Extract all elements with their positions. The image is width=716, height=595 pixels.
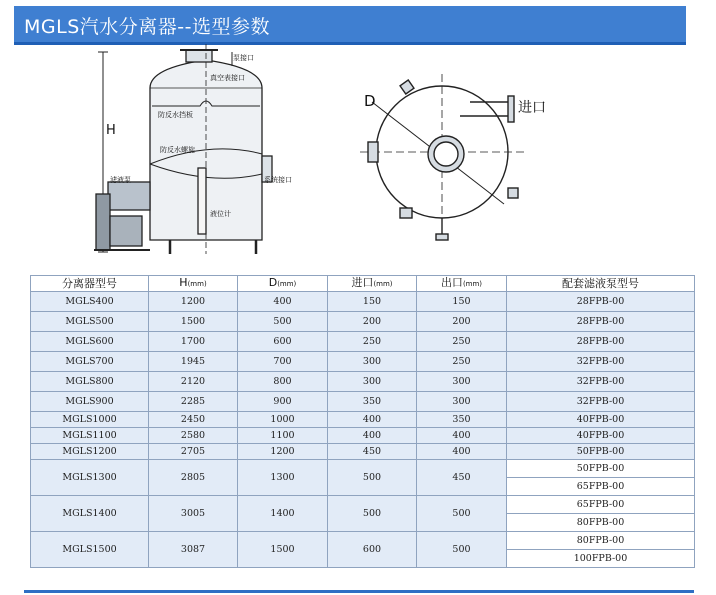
table-row [31,532,695,550]
cell-model: MGLS1300 [31,460,149,496]
header-pump: 配套滤液泵型号 [507,276,695,292]
cell-model: MGLS600 [31,332,149,352]
cell-outlet: 350 [417,412,507,428]
cell-d: 1400 [238,496,328,532]
cell-model: MGLS400 [31,292,149,312]
cell-h: 3005 [149,496,238,532]
cell-model: MGLS1400 [31,496,149,532]
cell-inlet: 600 [328,532,417,568]
cell-d: 1500 [238,532,328,568]
cell-d: 600 [238,332,328,352]
cell-d: 500 [238,312,328,332]
cell-pump: 50FPB-00 [507,460,695,478]
system-port-label: 系统接口 [264,176,292,184]
cell-pump: 65FPB-00 [507,478,695,496]
cell-d: 1100 [238,428,328,444]
cell-pump: 40FPB-00 [507,428,695,444]
table-header-row [31,276,695,292]
cell-h: 2580 [149,428,238,444]
cell-model: MGLS1500 [31,532,149,568]
cell-h: 2805 [149,460,238,496]
cell-d: 1300 [238,460,328,496]
top-view [360,74,524,240]
cell-model: MGLS700 [31,352,149,372]
cell-h: 1945 [149,352,238,372]
filter-pump-label: 滤液泵 [110,176,131,184]
cell-h: 2450 [149,412,238,428]
cell-h: 1500 [149,312,238,332]
pump-port-label: 泵接口 [233,54,254,62]
table-row [31,372,695,392]
cell-inlet: 350 [328,392,417,412]
header-outlet: 出口(mm) [417,276,507,292]
cell-inlet: 300 [328,372,417,392]
table-row [31,292,695,312]
cell-pump: 32FPB-00 [507,352,695,372]
anti-water-plate-label: 防反水挡板 [158,111,193,119]
page-title: MGLS汽水分离器--选型参数 [24,16,270,38]
cell-h: 1700 [149,332,238,352]
cell-outlet: 150 [417,292,507,312]
spec-table [30,275,695,568]
cell-pump: 28FPB-00 [507,312,695,332]
table-row [31,392,695,412]
level-gauge-label: 液位计 [210,210,231,218]
cell-inlet: 150 [328,292,417,312]
table-row [31,352,695,372]
header-inlet: 进口(mm) [328,276,417,292]
title-bar [14,6,686,45]
vacuum-port-label: 真空表接口 [210,74,245,82]
table-row [31,444,695,460]
cell-inlet: 500 [328,496,417,532]
cell-model: MGLS500 [31,312,149,332]
cell-h: 2285 [149,392,238,412]
cell-model: MGLS1100 [31,428,149,444]
cell-outlet: 400 [417,428,507,444]
cell-pump: 32FPB-00 [507,392,695,412]
cell-inlet: 400 [328,428,417,444]
table-row [31,428,695,444]
cell-pump: 32FPB-00 [507,372,695,392]
d-label: D [364,92,376,110]
cell-d: 800 [238,372,328,392]
table-body [31,292,695,568]
separator-diagram [0,44,716,276]
cell-pump: 28FPB-00 [507,332,695,352]
cell-model: MGLS800 [31,372,149,392]
inlet-label: 进口 [518,100,546,116]
cell-model: MGLS1200 [31,444,149,460]
h-label: H [106,123,116,138]
cell-h: 3087 [149,532,238,568]
cell-pump: 80FPB-00 [507,514,695,532]
cell-d: 1200 [238,444,328,460]
cell-outlet: 500 [417,532,507,568]
cell-pump: 40FPB-00 [507,412,695,428]
cell-inlet: 400 [328,412,417,428]
cell-inlet: 250 [328,332,417,352]
cell-outlet: 300 [417,372,507,392]
cell-d: 1000 [238,412,328,428]
cell-pump: 100FPB-00 [507,550,695,568]
cell-inlet: 200 [328,312,417,332]
cell-d: 900 [238,392,328,412]
anti-water-swirl-label: 防反水螺旋 [160,146,195,154]
cell-inlet: 300 [328,352,417,372]
cell-h: 2120 [149,372,238,392]
cell-model: MGLS900 [31,392,149,412]
bottom-rule [24,590,694,593]
cell-outlet: 450 [417,460,507,496]
cell-pump: 65FPB-00 [507,496,695,514]
header-model: 分离器型号 [31,276,149,292]
table-row [31,332,695,352]
cell-outlet: 500 [417,496,507,532]
cell-d: 700 [238,352,328,372]
cell-h: 2705 [149,444,238,460]
cell-pump: 50FPB-00 [507,444,695,460]
cell-inlet: 500 [328,460,417,496]
header-h: H(mm) [149,276,238,292]
header-d: D(mm) [238,276,328,292]
cell-h: 1200 [149,292,238,312]
table-row [31,312,695,332]
cell-model: MGLS1000 [31,412,149,428]
cell-outlet: 250 [417,352,507,372]
table-row [31,412,695,428]
cell-d: 400 [238,292,328,312]
cell-inlet: 450 [328,444,417,460]
cell-outlet: 200 [417,312,507,332]
cell-pump: 80FPB-00 [507,532,695,550]
cell-outlet: 250 [417,332,507,352]
cell-outlet: 400 [417,444,507,460]
table-row [31,460,695,478]
table-row [31,496,695,514]
cell-outlet: 300 [417,392,507,412]
cell-pump: 28FPB-00 [507,292,695,312]
